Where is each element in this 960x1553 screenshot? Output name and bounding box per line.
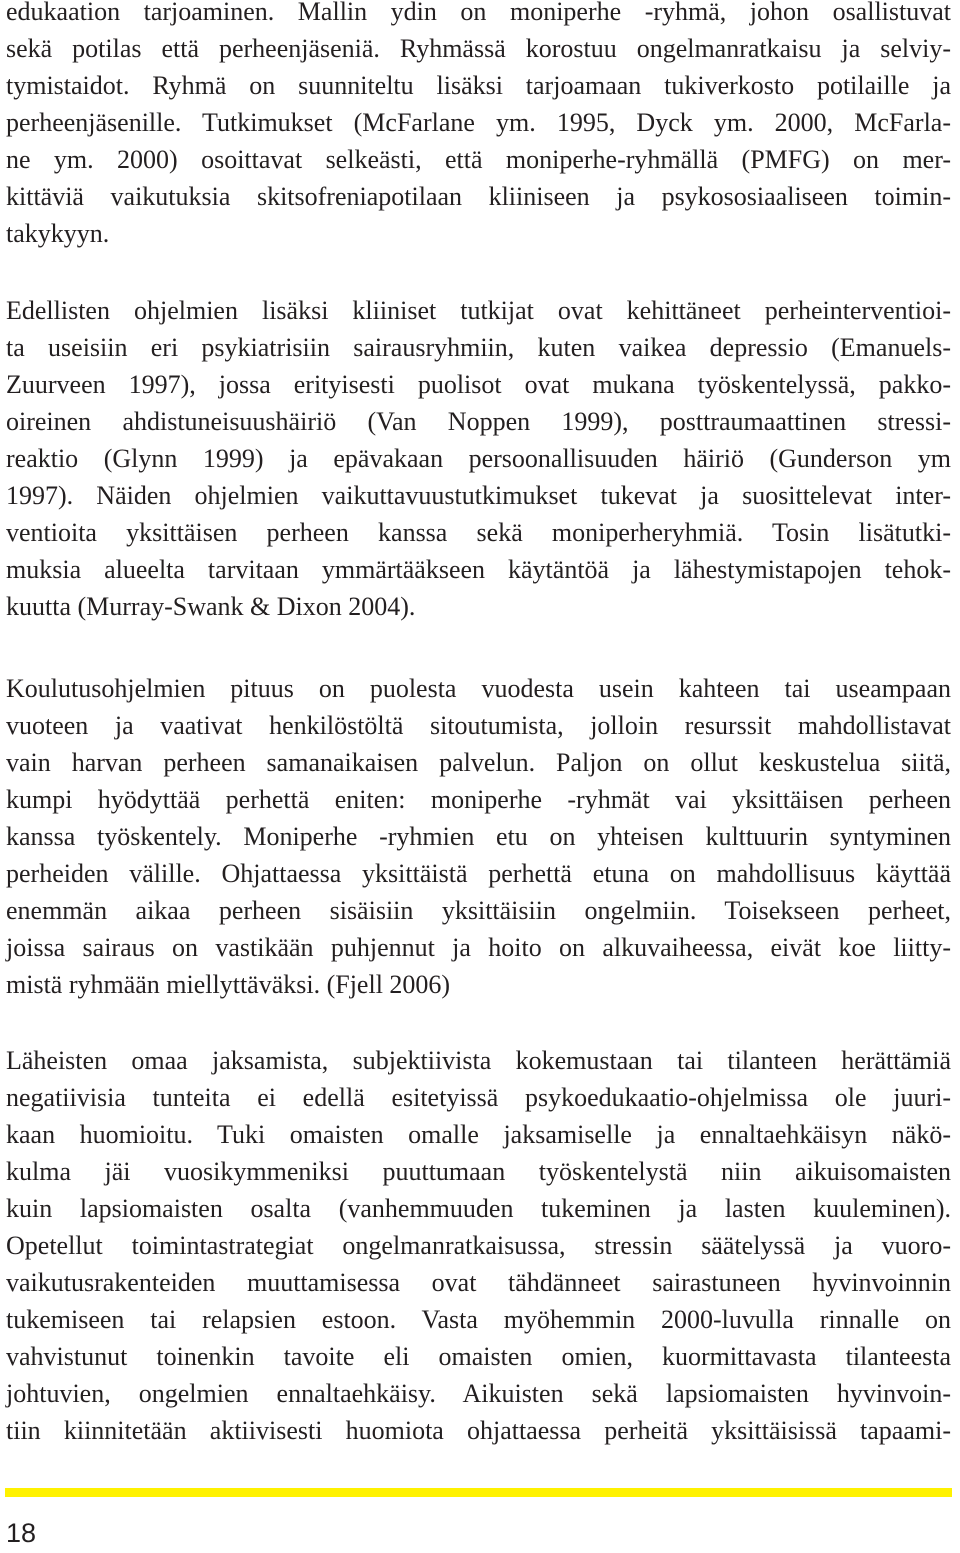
- text-line: enemmän aikaa perheen sisäisiin yksittäisiin ongelmiin. Toisekseen perheet,: [6, 896, 951, 925]
- text-line: vain harvan perheen samanaikaisen palvelun. Paljon on ollut keskustelua siitä,: [6, 748, 951, 777]
- text-line: kumpi hyödyttää perhettä eniten: moniperhe -ryhmät vai yksittäisen perheen: [6, 785, 951, 814]
- text-line: Edellisten ohjelmien lisäksi kliiniset tutkijat ovat kehittäneet perheinterventioi-: [6, 296, 951, 325]
- paragraph: [6, 292, 951, 625]
- text-line: vahvistunut toinenkin tavoite eli omaisten omien, kuormittavasta tilanteesta: [6, 1342, 951, 1371]
- paragraph: [6, 670, 951, 1003]
- paragraph: [6, 1042, 951, 1449]
- text-line: ta useisiin eri psykiatrisiin sairausryhmiin, kuten vaikea depressio (Emanuels-: [6, 333, 951, 362]
- paragraph: [6, 0, 951, 252]
- text-line: kuin lapsiomaisten osalta (vanhemmuuden tukeminen ja lasten kuuleminen).: [6, 1194, 951, 1223]
- text-line: kulma jäi vuosikymmeniksi puuttumaan työskentelystä niin aikuisomaisten: [6, 1157, 951, 1186]
- text-line: sekä potilas että perheenjäseniä. Ryhmässä korostuu ongelmanratkaisu ja selviy-: [6, 34, 951, 63]
- text-line: joissa sairaus on vastikään puhjennut ja hoito on alkuvaiheessa, eivät koe liitty-: [6, 933, 951, 962]
- text-line: tiin kiinnitetään aktiivisesti huomiota ohjattaessa perheitä yksittäisissä tapaami-: [6, 1416, 951, 1445]
- text-line: kaan huomioitu. Tuki omaisten omalle jaksamiselle ja ennaltaehkäisyn näkö-: [6, 1120, 951, 1149]
- text-line: reaktio (Glynn 1999) ja epävakaan persoonallisuuden häiriö (Gunderson ym: [6, 444, 951, 473]
- text-line: perheiden välille. Ohjattaessa yksittäistä perhettä etuna on mahdollisuus käyttää: [6, 859, 951, 888]
- text-line: muksia alueelta tarvitaan ymmärtääkseen käytäntöä ja lähestymistapojen tehok-: [6, 555, 951, 584]
- footer-rule: [5, 1488, 952, 1497]
- text-line: Opetellut toimintastrategiat ongelmanratkaisussa, stressin säätelyssä ja vuoro-: [6, 1231, 951, 1260]
- text-line: tukemiseen tai relapsien estoon. Vasta myöhemmin 2000-luvulla rinnalle on: [6, 1305, 951, 1334]
- text-line: ne ym. 2000) osoittavat selkeästi, että moniperhe-ryhmällä (PMFG) on mer-: [6, 145, 951, 174]
- text-line: johtuvien, ongelmien ennaltaehkäisy. Aikuisten sekä lapsiomaisten hyvinvoin-: [6, 1379, 951, 1408]
- text-line: kittäviä vaikutuksia skitsofreniapotilaan kliiniseen ja psykososiaaliseen toimin-: [6, 182, 951, 211]
- text-line: Zuurveen 1997), jossa erityisesti puolisot ovat mukana työskentelyssä, pakko-: [6, 370, 951, 399]
- page-number: 18: [6, 1518, 37, 1548]
- text-line: kanssa työskentely. Moniperhe -ryhmien etu on yhteisen kulttuurin syntyminen: [6, 822, 951, 851]
- text-line: Läheisten omaa jaksamista, subjektiivista kokemustaan tai tilanteen herättämiä: [6, 1046, 951, 1075]
- text-line: perheenjäsenille. Tutkimukset (McFarlane ym. 1995, Dyck ym. 2000, McFarla-: [6, 108, 951, 137]
- text-line: tymistaidot. Ryhmä on suunniteltu lisäksi tarjoamaan tukiverkosto potilaille ja: [6, 71, 951, 100]
- text-line: mistä ryhmään miellyttäväksi. (Fjell 2006): [6, 970, 451, 999]
- text-line: takykyyn.: [6, 219, 110, 248]
- text-line: edukaation tarjoaminen. Mallin ydin on moniperhe -ryhmä, johon osallistuvat: [6, 0, 951, 26]
- text-line: 1997). Näiden ohjelmien vaikuttavuustutkimukset tukevat ja suosittelevat inter-: [6, 481, 951, 510]
- text-line: ventioita yksittäisen perheen kanssa sekä moniperheryhmiä. Tosin lisätutki-: [6, 518, 951, 547]
- text-line: vuoteen ja vaativat henkilöstöltä sitoutumista, jolloin resurssit mahdollistavat: [6, 711, 951, 740]
- text-line: negatiivisia tunteita ei edellä esitetyissä psykoedukaatio-ohjelmissa ole juuri-: [6, 1083, 951, 1112]
- text-line: kuutta (Murray-Swank & Dixon 2004).: [6, 592, 416, 621]
- text-line: oireinen ahdistuneisuushäiriö (Van Noppen 1999), posttraumaattinen stressi-: [6, 407, 951, 436]
- text-line: Koulutusohjelmien pituus on puolesta vuodesta usein kahteen tai useampaan: [6, 674, 951, 703]
- text-line: vaikutusrakenteiden muuttamisessa ovat tähdänneet sairastuneen hyvinvoinnin: [6, 1268, 951, 1297]
